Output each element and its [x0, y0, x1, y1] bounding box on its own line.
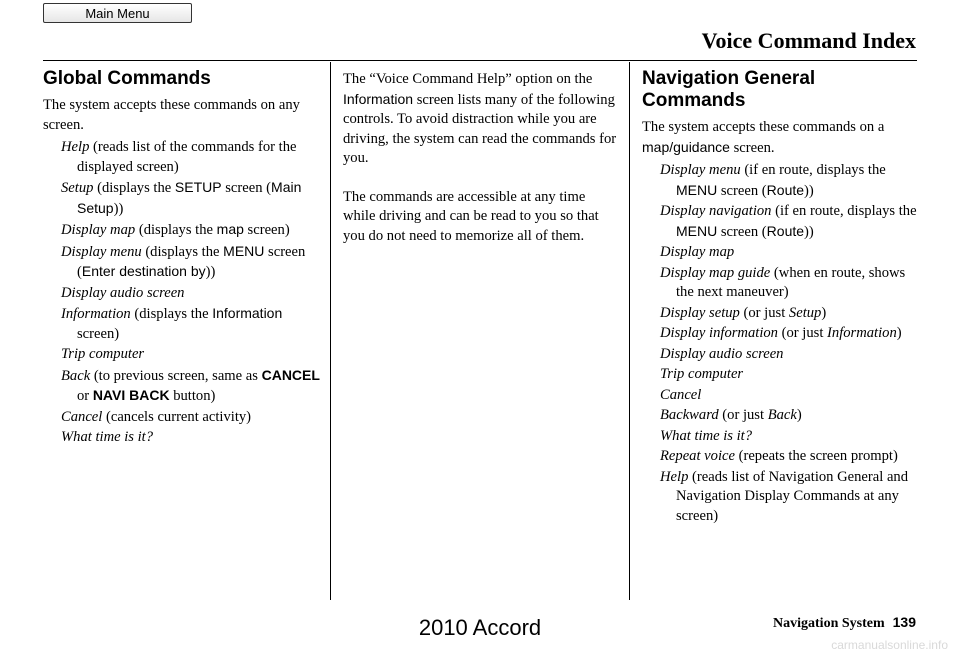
command-description: (or just: [739, 304, 789, 321]
command-item: [61, 178, 323, 219]
help-paragraph-1-text: The “Voice Command Help” option on the: [343, 71, 593, 87]
button-name: CANCEL: [261, 366, 320, 383]
command-item: [660, 264, 922, 303]
help-description-column: [343, 70, 621, 265]
command-description: (when en route, shows the next maneuver): [676, 264, 906, 300]
command-item: [660, 304, 922, 324]
page-title: Voice Command Index: [701, 28, 916, 53]
command-description: (reads list of Navigation General and Navigation Display Commands at any screen): [676, 468, 909, 524]
screen-name: SETUP: [174, 179, 222, 195]
command-name: What time is it?: [61, 429, 154, 445]
command-item: [61, 345, 323, 365]
command-description-cont: ): [796, 407, 802, 423]
command-description-end: )): [804, 223, 814, 240]
command-description: (reads list of the commands for the displayed screen): [77, 139, 297, 175]
command-item: [61, 220, 323, 241]
site-watermark: carmanualsonline.info: [831, 638, 948, 652]
command-name: Help: [61, 139, 90, 155]
navigation-commands-intro: [642, 118, 922, 158]
command-description: (displays the: [93, 180, 175, 196]
main-menu-button[interactable]: Main Menu: [43, 3, 192, 23]
command-description: (displays the: [130, 306, 213, 322]
command-item: [660, 447, 922, 467]
command-name: Information: [61, 306, 131, 322]
navigation-intro-text: The system accepts these commands on a: [642, 119, 885, 135]
command-item: [61, 408, 323, 428]
command-item: [660, 365, 922, 385]
global-commands-list: [43, 138, 323, 448]
command-description-cont: screen (: [717, 182, 767, 199]
screen-name: MENU: [676, 222, 718, 239]
command-name: Cancel: [660, 386, 702, 403]
command-description-end: )): [113, 200, 124, 217]
command-description: (displays the: [135, 222, 217, 238]
global-commands-intro: The system accepts these commands on any screen.: [43, 97, 300, 133]
command-item: [61, 428, 323, 448]
screen-name: Information: [212, 305, 283, 321]
command-item: [660, 406, 922, 426]
screen-name: Route: [766, 222, 805, 239]
command-description: (or just: [777, 325, 828, 341]
command-item: [61, 366, 323, 407]
command-alias: Setup: [788, 304, 822, 321]
page-number: 139: [892, 614, 916, 630]
navigation-commands-column: [642, 68, 922, 527]
command-name: Display audio screen: [660, 345, 784, 362]
button-name: NAVI BACK: [92, 387, 170, 403]
command-description-cont: ): [821, 304, 827, 321]
command-description: (or just: [718, 407, 768, 423]
command-description: (cancels current activity): [102, 408, 252, 425]
command-description-cont: screen): [243, 222, 290, 238]
title-divider: [43, 60, 917, 61]
command-name: Display audio screen: [61, 284, 185, 301]
command-alias: Back: [767, 407, 797, 423]
command-description-end: button): [169, 388, 216, 404]
command-description-cont: screen): [77, 325, 120, 342]
help-paragraph-2: The commands are accessible at any time while driving and can be read to you so that you do not need to memorize all of them.: [343, 188, 599, 244]
command-item: [660, 324, 922, 344]
information-screen-name: Information: [343, 90, 414, 107]
navigation-commands-list: [642, 161, 922, 526]
command-name: Back: [61, 367, 91, 384]
command-description: (if en route, displays the: [771, 203, 917, 219]
navigation-intro-text-end: screen.: [729, 139, 775, 156]
command-description-end: )): [804, 182, 814, 199]
screen-name: MENU: [676, 181, 718, 198]
command-name: Display menu: [660, 162, 741, 178]
global-commands-heading: Global Commands: [43, 68, 211, 89]
command-name: Setup: [61, 180, 94, 196]
command-description-cont: screen (: [221, 180, 272, 196]
command-description-cont: or: [77, 388, 93, 404]
command-item: [660, 468, 922, 527]
command-description-cont: screen (: [717, 223, 767, 240]
command-item: [61, 138, 323, 177]
command-name: Backward: [660, 407, 719, 423]
command-description-cont: screen (: [77, 243, 306, 280]
command-description: (to previous screen, same as: [90, 367, 262, 384]
command-name: Trip computer: [660, 366, 744, 382]
command-name: Display navigation: [660, 203, 772, 219]
help-paragraph-1-text-end: screen lists many of the following controls. To avoid distraction while you are driving, the system can read the commands for you.: [343, 91, 617, 166]
screen-name: Enter destination by: [81, 263, 206, 279]
command-description: (if en route, displays the: [740, 162, 886, 178]
command-description: (displays the: [141, 243, 224, 260]
command-name: Trip computer: [61, 346, 145, 362]
command-name: Display map: [660, 244, 735, 260]
global-commands-column: [43, 68, 323, 449]
command-name: Repeat voice: [660, 448, 735, 464]
command-alias: Information: [827, 325, 897, 341]
command-item: [61, 284, 323, 304]
map-guidance-screen-name: map/guidance: [642, 138, 730, 155]
command-item: [660, 427, 922, 447]
command-description-cont: ): [896, 325, 902, 341]
command-item: [660, 161, 922, 201]
command-description: (repeats the screen prompt): [734, 448, 898, 464]
command-item: [660, 386, 922, 406]
screen-name: Route: [766, 181, 805, 198]
command-item: [660, 243, 922, 263]
command-item: [61, 304, 323, 344]
command-item: [61, 242, 323, 283]
footer-section-name: Navigation System: [773, 616, 885, 631]
command-name: Display menu: [61, 243, 142, 260]
command-name: Help: [660, 468, 689, 485]
model-watermark: 2010 Accord: [418, 615, 542, 640]
help-paragraph-1: [343, 70, 621, 169]
navigation-commands-heading: Navigation General Commands: [642, 68, 816, 111]
command-name: Display map: [61, 222, 136, 238]
command-name: Cancel: [61, 408, 103, 425]
command-description-end: )): [205, 264, 216, 280]
command-name: What time is it?: [660, 427, 753, 444]
screen-name: Main Setup: [77, 179, 302, 216]
screen-name: map: [216, 221, 244, 237]
command-name: Display setup: [660, 304, 740, 321]
command-item: [660, 202, 922, 242]
command-item: [660, 345, 922, 365]
command-name: Display map guide: [660, 264, 771, 281]
column-divider-1: [330, 62, 331, 600]
column-divider-2: [629, 62, 630, 600]
screen-name: MENU: [223, 242, 265, 259]
command-name: Display information: [660, 325, 778, 341]
